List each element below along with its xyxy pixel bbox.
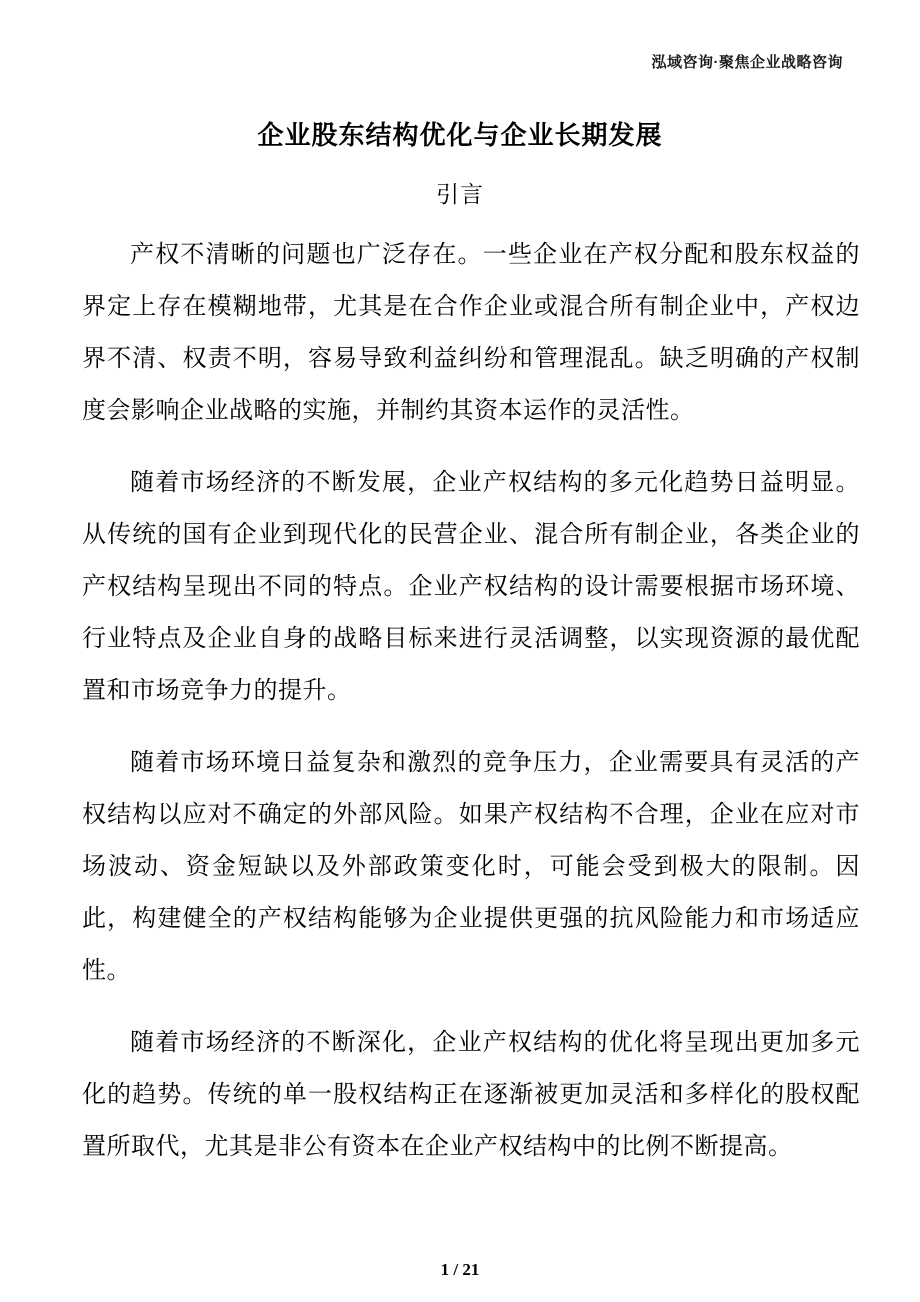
page-title: 企业股东结构优化与企业长期发展 (257, 120, 663, 150)
page-footer (0, 1260, 920, 1280)
page-number: 1 / 21 (440, 1260, 480, 1279)
paragraph: 随着市场经济的不断深化，企业产权结构的优化将呈现出更加多元化的趋势。传统的单一股权结构正在逐渐被更加灵活和多样化的股权配置所取代，尤其是非公有资本在企业产权结构中的比例不断提高。 (82, 1030, 860, 1161)
document-body (0, 229, 920, 1173)
header-brand-text: 泓域咨询·聚焦企业战略咨询 (651, 54, 843, 71)
paragraph: 随着市场经济的不断发展，企业产权结构的多元化趋势日益明显。从传统的国有企业到现代化的民营企业、混合所有制企业，各类企业的产权结构呈现出不同的特点。企业产权结构的设计需要根据市场环境、行业特点及企业自身的战略目标来进行灵活调整，以实现资源的最优配置和市场竞争力的提升。 (82, 470, 860, 705)
paragraph: 随着市场环境日益复杂和激烈的竞争压力，企业需要具有灵活的产权结构以应对不确定的外部风险。如果产权结构不合理，企业在应对市场波动、资金短缺以及外部政策变化时，可能会受到极大的限制。因此，构建健全的产权结构能够为企业提供更强的抗风险能力和市场适应性。 (82, 750, 860, 985)
section-heading: 引言 (436, 181, 484, 207)
page-header (0, 0, 920, 74)
paragraph: 产权不清晰的问题也广泛存在。一些企业在产权分配和股东权益的界定上存在模糊地带，尤其是在合作企业或混合所有制企业中，产权边界不清、权责不明，容易导致利益纠纷和管理混乱。缺乏明确的产权制度会影响企业战略的实施，并制约其资本运作的灵活性。 (82, 242, 860, 425)
